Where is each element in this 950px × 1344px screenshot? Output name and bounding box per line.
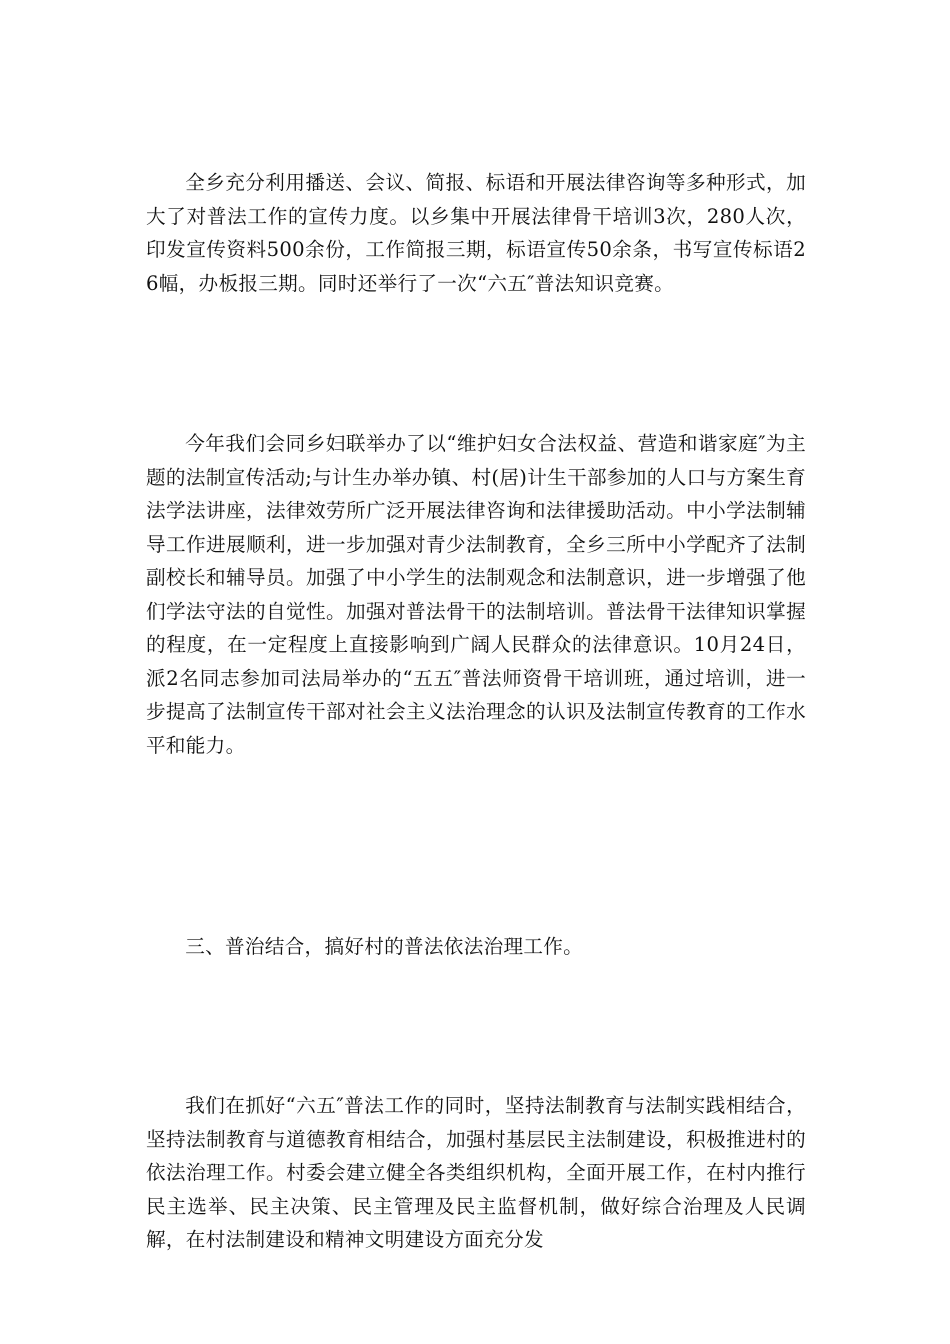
paragraph-village-governance: 我们在抓好“六五″普法工作的同时，坚持法制教育与法制实践相结合，坚持法制教育与道德教育相结合，加强村基层民主法制建设，积极推进村的依法治理工作。村委会建立健全各类组织机构，全面开展工作，在村内推行民主选举、民主决策、民主管理及民主监督机制，做好综合治理及人民调解，在村法制建设和精神文明建设方面充分发 <box>146 1094 806 1251</box>
paragraph-activities: 今年我们会同乡妇联举办了以“维护妇女合法权益、营造和谐家庭″为主题的法制宣传活动;与计生办举办镇、村(居)计生干部参加的人口与方案生育法学法讲座，法律效劳所广泛开展法律咨询和法律援助活动。中小学法制辅导工作进展顺利，进一步加强对青少法制教育，全乡三所中小学配齐了法制副校长和辅导员。加强了中小学生的法制观念和法制意识，进一步增强了他们学法守法的自觉性。加强对普法骨干的法制培训。普法骨干法律知识掌握的程度，在一定程度上直接影响到广阔人民群众的法律意识。10月24日，派2名同志参加司法局举办的“五五″普法师资骨干培训班，通过培训，进一步提高了法制宣传干部对社会主义法治理念的认识及法制宣传教育的工作水平和能力。 <box>146 432 806 757</box>
paragraph-publicity: 全乡充分利用播送、会议、简报、标语和开展法律咨询等多种形式，加大了对普法工作的宣传力度。以乡集中开展法律骨干培训3次，280人次，印发宣传资料500余份，工作简报三期，标语宣传50余条，书写宣传标语26幅，办板报三期。同时还举行了一次“六五″普法知识竞赛。 <box>146 171 806 295</box>
section-heading-three: 三、普治结合，搞好村的普法依法治理工作。 <box>185 935 584 958</box>
